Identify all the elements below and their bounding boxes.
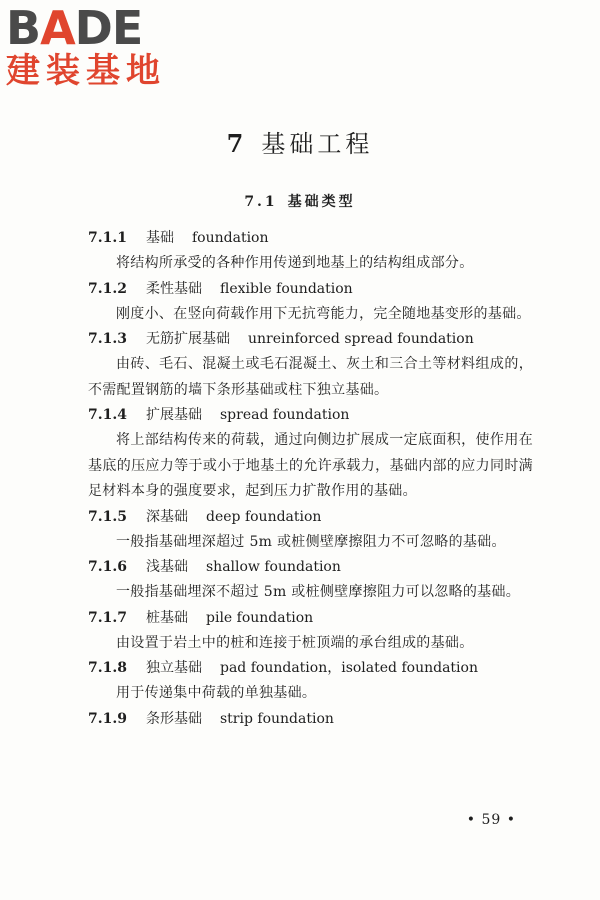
- term-number: 7.1.2: [88, 280, 127, 297]
- term-entry: [88, 226, 533, 277]
- term-english: strip foundation: [220, 710, 334, 727]
- term-number: 7.1.9: [88, 710, 127, 727]
- page-number: • 59 •: [466, 812, 516, 828]
- term-list: [88, 226, 533, 732]
- term-heading: [88, 403, 533, 428]
- term-entry: [88, 277, 533, 328]
- term-chinese: 基础: [146, 230, 174, 246]
- term-definition: 一般指基础埋深超过 5m 或桩侧壁摩擦阻力不可忽略的基础。: [116, 533, 506, 550]
- term-english: spread foundation: [220, 407, 350, 423]
- term-number: 7.1.1: [88, 230, 127, 246]
- term-english: shallow foundation: [206, 559, 341, 575]
- term-english: pile foundation: [206, 609, 314, 626]
- term-number: 7.1.7: [88, 609, 127, 626]
- term-chinese: 独立基础: [146, 660, 202, 676]
- term-chinese: 桩基础: [146, 609, 188, 626]
- term-heading: [88, 656, 533, 681]
- term-heading: [88, 505, 533, 530]
- term-definition: 将上部结构传来的荷载，通过向侧边扩展成一定底面积，使作用在基底的压应力等于或小于地基土的允许承载力，基础内部的应力同时满足材料本身的强度要求，起到压力扩散作用的基础。: [88, 432, 533, 499]
- term-number: 7.1.4: [88, 407, 127, 423]
- term-definition: 一般指基础埋深不超过 5m 或桩侧壁摩擦阻力可以忽略的基础。: [116, 584, 521, 600]
- term-heading: [88, 327, 533, 352]
- term-heading: [88, 226, 533, 251]
- term-chinese: 浅基础: [146, 559, 188, 575]
- term-number: 7.1.8: [88, 660, 127, 676]
- section-number: 7.1: [244, 194, 278, 210]
- term-number: 7.1.5: [88, 508, 127, 525]
- term-chinese: 深基础: [146, 508, 188, 525]
- chapter-name: 基础工程: [261, 130, 374, 158]
- term-definition: 由设置于岩土中的桩和连接于桩顶端的承台组成的基础。: [116, 634, 474, 651]
- chapter-title: [0, 124, 600, 159]
- term-definition: 刚度小、在竖向荷载作用下无抗弯能力，完全随地基变形的基础。: [116, 305, 531, 322]
- section-name: 基础类型: [287, 194, 356, 210]
- term-entry: [88, 327, 533, 403]
- term-entry: [88, 403, 533, 505]
- section-title: [0, 191, 600, 211]
- term-heading: [88, 277, 533, 302]
- term-entry: [88, 555, 533, 606]
- term-entry: [88, 656, 533, 707]
- bade-logo: [6, 1, 166, 91]
- term-entry: [88, 606, 533, 657]
- term-heading: [88, 606, 533, 631]
- term-chinese: 扩展基础: [146, 407, 202, 423]
- term-chinese: 条形基础: [146, 710, 202, 727]
- term-english: unreinforced spread foundation: [248, 331, 474, 347]
- term-definition: 用于传递集中荷载的单独基础。: [116, 685, 317, 701]
- term-chinese: 无筋扩展基础: [146, 331, 230, 347]
- term-heading: [88, 555, 533, 580]
- chapter-number: 7: [226, 129, 248, 158]
- term-entry: [88, 707, 533, 732]
- term-english: foundation: [192, 230, 269, 246]
- logo-wordmark: BADE: [6, 1, 143, 55]
- logo-subtitle: 建装基地: [6, 51, 166, 91]
- term-heading: [88, 707, 533, 732]
- term-chinese: 柔性基础: [146, 280, 202, 297]
- term-number: 7.1.3: [88, 331, 127, 347]
- term-definition: 由砖、毛石、混凝土或毛石混凝土、灰土和三合土等材料组成的，不需配置钢筋的墙下条形基础或柱下独立基础。: [88, 356, 533, 398]
- term-number: 7.1.6: [88, 559, 127, 575]
- term-entry: [88, 505, 533, 556]
- term-english: pad foundation，isolated foundation: [220, 660, 478, 676]
- term-english: flexible foundation: [220, 280, 353, 297]
- term-definition: 将结构所承受的各种作用传递到地基上的结构组成部分。: [116, 255, 474, 271]
- term-english: deep foundation: [206, 508, 322, 525]
